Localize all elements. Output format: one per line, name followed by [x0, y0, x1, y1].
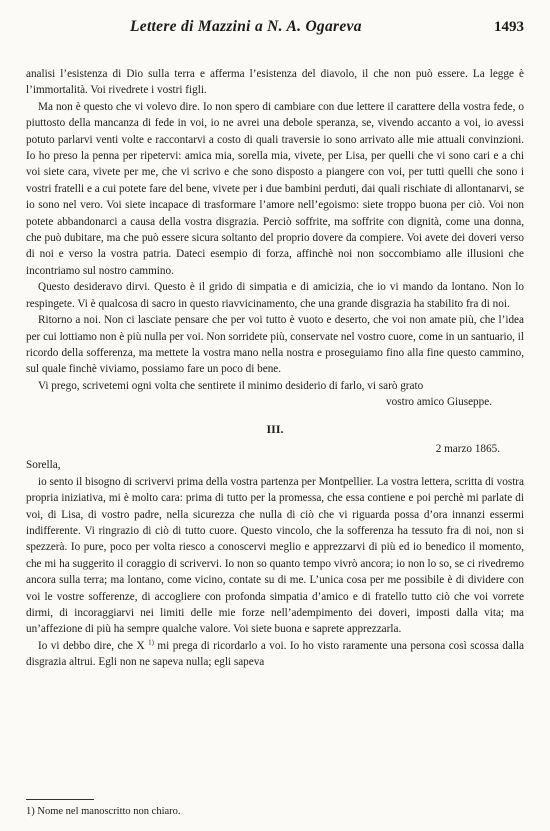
running-header: [130, 18, 524, 36]
paragraph: Questo desideravo dirvi. Questo è il grido di simpatia e di amicizia, che io vi mando da lontano. Non lo respingete. Vi è qualcosa di sacro in questo riavvicinamento, che una grande disgrazia ha stabilito fra di noi.: [26, 281, 524, 310]
letter-signature: vostro amico Giuseppe.: [386, 396, 492, 409]
paragraph-text: Io vi debbo dire, che X: [38, 639, 145, 652]
letter-salutation: Sorella,: [26, 459, 61, 472]
footnote-reference: 1): [148, 638, 154, 647]
paragraph-with-footnote: [26, 638, 524, 671]
footnote-mark: 1): [26, 806, 35, 817]
paragraph: Ritorno a noi. Non ci lasciate pensare che per voi tutto è vuoto e deserto, che voi non amate più, che l’idea per cui lottiamo non è più nulla per voi. Non sorridete più, conservate nel vostro cuore, come in un santuario, il ricordo della sofferenza, ma mettete la vostra mano nella nostra e proseguiamo fino alla fine questo cammino, sul quale finchè viviamo, possiamo fare un poco di bene.: [26, 314, 524, 376]
paragraph: analisi l’esistenza di Dio sulla terra e afferma l’esistenza del diavolo, il che non può essere. La legge è l’immortalità. Voi rivedrete i vostri figli.: [26, 68, 524, 97]
paragraph: io sento il bisogno di scrivervi prima della vostra partenza per Montpellier. La vostra lettera, scritta di vostra propria iniziativa, mi è molto cara: prima di tutto per la promessa, che essa contiene e poi perchè mi parlate di voi, di Lisa, di vostro padre, nella sicurezza che nulla di ciò che vi riguarda possa d’ora innanzi essermi indifferente. Vi ringrazio di ciò di tutto cuore. Questo vincolo, che la sofferenza ha tessuto fra di noi, non si spezzerà. Io pure, poco per volta riesco a conoscervi meglio e apprezzarvi di più ed io benedico il momento, che mi ha suggerito il coraggio di scrivervi. Io non so quanto tempo vivrò ancora; io non lo so, se ci rivedremo ancora sulla terra; ma lontano, come vicino, contate su di me. L’unica cosa per me possibile è di dividere con voi le vostre sofferenze, di accogliere con profonda simpatia d’amico e di fratello tutto ciò che voi vorrete dirmi, di incoraggiarvi nei limiti delle mie forze nell’adempimento dei doveri, imposti dalla vita; ma un’affezione di più ha sempre qualche valore. Voi siete buona e saprete apprezzarla.: [26, 475, 524, 636]
paragraph-text: mi prega di ricordarlo a voi. Io ho visto raramente una persona così scossa dalla disgrazia altrui. Egli non ne sapeva nulla; egli sapeva: [26, 639, 525, 669]
footnote-text: Nome nel manoscritto non chiaro.: [37, 806, 181, 817]
paragraph: Vi prego, scrivetemi ogni volta che sentirete il minimo desiderio di farlo, vi sarò grato: [38, 379, 424, 392]
page-number: 1493: [494, 19, 524, 35]
section-number: III.: [266, 421, 284, 436]
page-body: [26, 66, 524, 671]
footnote: [26, 806, 181, 817]
running-title: Lettere di Mazzini a N. A. Ogareva: [130, 18, 362, 35]
letter-date: 2 marzo 1865.: [435, 442, 500, 455]
footnote-divider: [26, 799, 94, 800]
paragraph: Ma non è questo che vi volevo dire. Io non spero di cambiare con due lettere il carattere della vostra fede, o piuttosto della mancanza di fede in voi, io ne avrei una debole speranza, se, vivendo accanto a voi, io avessi potuto parlarvi venti volte e raccontarvi a costo di quali traversie io sono arrivato alle mie attuali convinzioni. Io ho preso la penna per ripetervi: amica mia, sorella mia, vivete, per Lisa, per quelli che vi sono cari e a chi voi siete cara, vivete per me, che vi scrivo e che sono disposto a piangere con voi, per tutti quelli che sono i vostri fratelli e a cui potete fare del bene, vivete per i due bambini perduti, dai quali rischiate di allontanarvi, se io sono nel vero. Voi siete incapace di trasformare l’amore nell’egoismo: siete troppo buona per ciò. Voi non potete abbandonarci a causa della vostra disgrazia. Perciò soffrite, ma soffrite con dignità, come una donna, che può dubitare, ma che può essere sicura soltanto del proprio dovere da compiere. Voi avete dei doveri verso di noi e verso la vostra patria. Dateci esempio di forza, affinchè noi non soccombiamo alle illusioni che incontriamo sul nostro cammino.: [26, 100, 524, 277]
